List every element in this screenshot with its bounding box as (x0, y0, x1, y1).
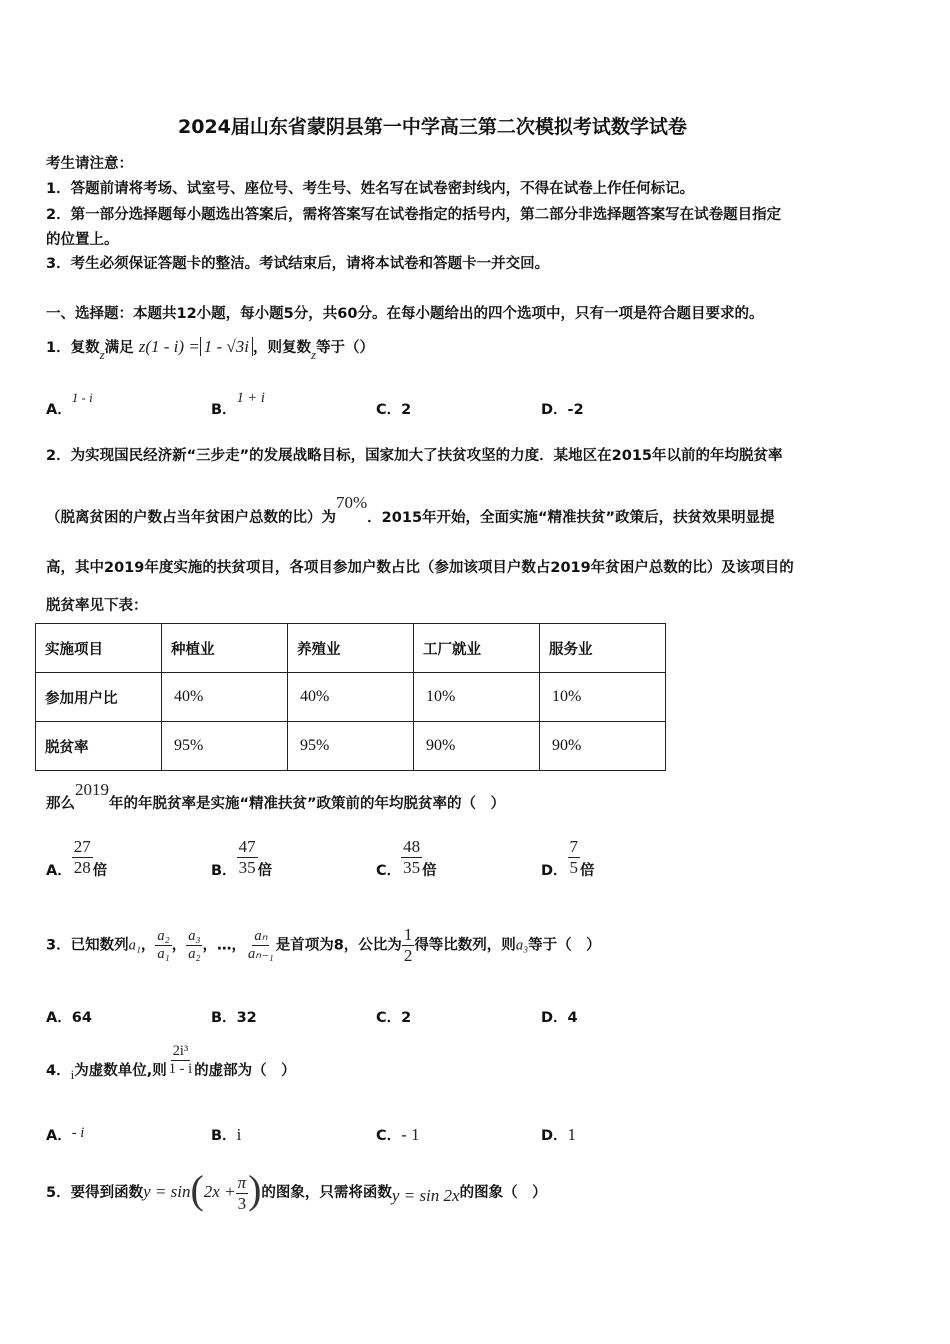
fraction-num: aₙ (252, 929, 269, 946)
table-header: 种植业 (162, 624, 288, 673)
fraction-num: 47 (238, 837, 256, 856)
fraction-den: 5 (569, 857, 579, 877)
option-label: A． (46, 402, 72, 418)
q4-text: 的虚部为（ ） (194, 1062, 296, 1079)
option-value: 1 (567, 1125, 577, 1144)
q4-text: 为虚数单位,则 (74, 1062, 167, 1079)
question-5: 5．要得到函数y = sin(2x + $\frac{\pi}{3}$ )的图象，只需将函数y = sin 2x的图象（ ） (46, 1167, 547, 1213)
q2-text: ．2015年开始，全面实施“精准扶贫”政策后，扶贫效果明显提 (367, 510, 775, 526)
option-label: A． (46, 863, 72, 880)
table-cell: 10% (414, 673, 540, 722)
q3-option-b[interactable] (211, 1006, 257, 1027)
option-label: B． (211, 863, 237, 880)
fraction-den: aₙ₋₁ (247, 945, 274, 962)
option-unit: 倍 (257, 863, 273, 880)
q2-year: 2019 (75, 780, 109, 799)
option-value: - 1 (401, 1125, 420, 1144)
fraction-den: a₂ (188, 945, 201, 962)
q5-function: y = sin (143, 1182, 191, 1201)
q5-text: 5．要得到函数 (46, 1185, 144, 1201)
option-label: B． (211, 402, 237, 418)
q5-text: 的图象，只需将函数 (261, 1185, 392, 1201)
option-fraction (237, 838, 258, 877)
option-label: A． (46, 1128, 72, 1144)
table-header: 工厂就业 (414, 624, 540, 673)
notice-item: 3．考生必须保证答题卡的整洁。考试结束后，请将本试卷和答题卡一并交回。 (46, 256, 550, 272)
table-header: 实施项目 (36, 624, 162, 673)
fraction-num: 7 (569, 837, 579, 856)
table-cell: 90% (414, 722, 540, 771)
q1-suffix2: 等于（） (316, 340, 375, 356)
notice-item: 1．答题前请将考场、试室号、座位号、考生号、姓名写在试卷密封线内，不得在试卷上作任何标记。 (46, 181, 695, 197)
option-value: i (236, 1125, 242, 1144)
option-unit: 倍 (422, 863, 437, 880)
q1-suffix: ，则复数 (252, 340, 311, 356)
q3-dots: ，…， (202, 937, 246, 954)
question-3: 3．已知数列a₁， $\frac{\text{a₂}}{\text{a₁}}$ ， $\frac{\text{a₃}}{\text{a₂}}$ ，…， $\frac{\text{aₙ}}{\text{aₙ₋₁}}$ 是首项为8，公比为 $\frac{1}{2}$ 得等比数列，则a₃等于（ ） (46, 925, 601, 965)
q4-option-b[interactable] (211, 1124, 241, 1145)
q1-mid: 满足 (104, 340, 134, 356)
option-label: D． (541, 1128, 568, 1144)
table-row (36, 722, 666, 771)
fraction-num: π (237, 1172, 247, 1192)
q2-line: 2．为实现国民经济新“三步走”的发展战略目标，国家加大了扶贫攻坚的力度．某地区在2015年以前的年均脱贫率 (46, 448, 783, 464)
notice-heading: 考生请注意： (46, 156, 133, 172)
notice-item: 的位置上。 (46, 232, 119, 248)
q4-option-c[interactable] (376, 1124, 420, 1145)
q4-text: 4． (46, 1062, 71, 1079)
q2-line: 脱贫率见下表： (46, 598, 148, 614)
q5-function: 2x + (203, 1182, 236, 1201)
q4-option-d[interactable] (541, 1124, 576, 1145)
table-cell: 参加用户比 (36, 673, 162, 722)
q3-text: 等于（ ） (528, 937, 601, 954)
option-fraction (568, 838, 581, 877)
q3-a1: a₁ (128, 937, 141, 954)
q1-equation-abs: 1 - √3i (200, 337, 253, 356)
option-value: -2 (567, 402, 584, 418)
section-heading: 一、选择题：本题共12小题，每小题5分，共60分。在每小题给出的四个选项中，只有一项是符合题目要求的。 (46, 306, 764, 322)
option-fraction (72, 838, 93, 877)
table-cell: 95% (162, 722, 288, 771)
table-header-row (36, 624, 666, 673)
fraction-den: 3 (237, 1193, 247, 1213)
option-label: C． (376, 863, 402, 880)
q1-option-c[interactable] (376, 398, 411, 419)
q3-option-c[interactable] (376, 1006, 411, 1027)
q1-prefix: 1．复数 (46, 340, 100, 356)
option-label: C． (376, 1128, 402, 1144)
option-label: D． (541, 863, 568, 880)
option-value: 4 (567, 1010, 578, 1026)
option-value: 64 (71, 1010, 92, 1026)
q3-text: 得等比数列，则 (414, 937, 516, 954)
fraction-num: 1 (403, 925, 413, 944)
q2-ask (46, 780, 506, 813)
q2-option-b[interactable] (211, 837, 273, 880)
q4-option-a[interactable] (46, 1124, 84, 1145)
q1-var: z (310, 347, 317, 362)
option-label: D． (541, 402, 568, 418)
q2-rate: 70% (336, 493, 368, 512)
q3-text: 是首项为8，公比为 (275, 937, 402, 954)
option-label: B． (211, 1010, 237, 1026)
option-value: 1 + i (236, 390, 265, 406)
page-title: 2024届山东省蒙阴县第一中学高三第二次模拟考试数学试卷 (178, 116, 687, 138)
fraction-num: a₂ (155, 929, 171, 946)
q3-text: 3．已知数列 (46, 937, 129, 954)
option-label: A． (46, 1010, 72, 1026)
fraction-num: 27 (73, 837, 91, 856)
q3-option-a[interactable] (46, 1006, 92, 1027)
option-label: D． (541, 1010, 568, 1026)
table-cell: 脱贫率 (36, 722, 162, 771)
q1-var: z (99, 347, 105, 362)
q3-a3: a₃ (515, 937, 529, 954)
q5-function-2: y = sin 2x (391, 1186, 460, 1205)
option-value: - i (71, 1125, 85, 1141)
option-unit: 倍 (580, 863, 595, 880)
q2-option-c[interactable] (376, 837, 437, 880)
option-fraction (401, 838, 422, 877)
fraction-den: 1 - i (168, 1061, 193, 1078)
option-value: 1 - i (71, 390, 93, 405)
q1-option-d[interactable] (541, 398, 584, 419)
q4-i: i (70, 1066, 75, 1082)
fraction-num: 2i³ (171, 1044, 191, 1061)
q1-option-a[interactable] (46, 390, 93, 419)
fraction-den: 35 (238, 857, 256, 877)
poverty-table (35, 623, 666, 771)
option-value: 32 (236, 1010, 257, 1026)
table-cell: 10% (540, 673, 666, 722)
fraction-den: 2 (403, 945, 413, 965)
option-value: 2 (401, 1010, 412, 1026)
option-value: 2 (401, 402, 412, 418)
notice-item: 2．第一部分选择题每小题选出答案后，需将答案写在试卷指定的括号内，第二部分非选择题答案写在试卷题目指定 (46, 207, 782, 223)
q3-ratio-fraction (402, 926, 415, 965)
table-cell: 40% (288, 673, 414, 722)
table-cell: 95% (288, 722, 414, 771)
q2-line: 高，其中2019年度实施的扶贫项目，各项目参加户数占比（参加该项目户数占2019年贫困户总数的比）及该项目的 (46, 560, 794, 576)
q2-text: （脱离贫困的户数占当年贫困户总数的比）为 (46, 510, 336, 526)
q1-equation-left: z(1 - i) = (138, 337, 200, 356)
option-unit: 倍 (92, 863, 108, 880)
q5-text: 的图象（ ） (459, 1185, 547, 1201)
option-label: C． (376, 1010, 402, 1026)
table-cell: 40% (162, 673, 288, 722)
q3-fraction-1 (155, 929, 171, 962)
q3-fraction-3 (246, 929, 276, 962)
q2-line (46, 493, 775, 527)
q2-option-a[interactable] (46, 837, 108, 880)
q3-fraction-2 (186, 929, 202, 962)
option-label: B． (211, 1128, 237, 1144)
table-header: 服务业 (540, 624, 666, 673)
q5-pi-fraction (236, 1174, 249, 1213)
table-header: 养殖业 (288, 624, 414, 673)
fraction-num: 48 (403, 837, 421, 856)
q2-text: 那么 (46, 796, 75, 812)
q1-option-b[interactable] (211, 390, 265, 419)
table-cell: 90% (540, 722, 666, 771)
fraction-den: a₁ (157, 945, 170, 962)
question-1 (46, 336, 375, 362)
option-label: C． (376, 402, 402, 418)
q3-option-d[interactable] (541, 1006, 578, 1027)
fraction-num: a₃ (186, 929, 202, 946)
fraction-den: 35 (403, 857, 421, 877)
q4-fraction (167, 1044, 194, 1077)
q2-option-d[interactable] (541, 837, 595, 880)
fraction-den: 28 (73, 857, 91, 877)
table-row (36, 673, 666, 722)
q2-text: 年的年脱贫率是实施“精准扶贫”政策前的年均脱贫率的（ ） (109, 796, 506, 812)
question-4 (46, 1043, 296, 1082)
